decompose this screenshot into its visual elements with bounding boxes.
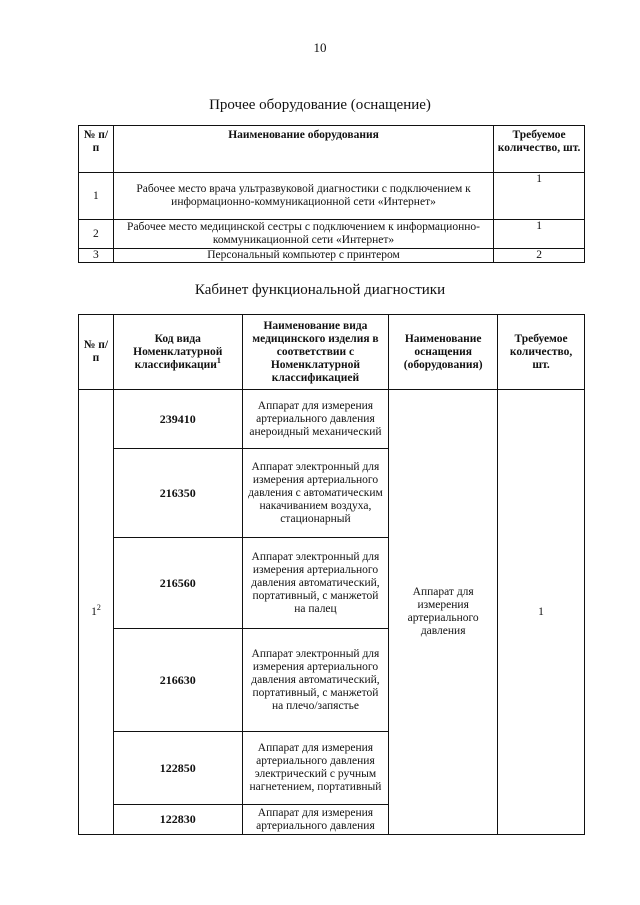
other-equipment-table bbox=[78, 125, 585, 263]
table-row: 216630 Аппарат электронный для измерения артериального давления автоматический, портативный, с манжетой на плечо/запястье bbox=[79, 629, 585, 732]
page-number: 10 bbox=[313, 40, 327, 55]
functional-diagnostics-table bbox=[78, 314, 585, 835]
table-row: 122850 Аппарат для измерения артериального давления электрический с ручным нагнетением, портативный bbox=[79, 732, 585, 805]
table-row: 216560 Аппарат электронный для измерения артериального давления автоматический, портативный, с манжетой на палец bbox=[79, 538, 585, 629]
header-equipment-name: Наименование оснащения (оборудования) bbox=[389, 315, 498, 390]
header-quantity: Требуемое количество, шт. bbox=[494, 126, 585, 173]
header-device-name: Наименование вида медицинского изделия в соответствии с Номенклатурной классификацией bbox=[242, 315, 389, 390]
header-quantity: Требуемое количество, шт. bbox=[498, 315, 585, 390]
header-num: № п/п bbox=[79, 315, 114, 390]
section-title-other-equipment: Прочее оборудование (оснащение) bbox=[209, 97, 431, 113]
table-row: 122830 Аппарат для измерения артериального давления bbox=[79, 805, 585, 835]
table-row: 3 Персональный компьютер с принтером 2 bbox=[79, 249, 585, 263]
header-equipment-name: Наименование оборудования bbox=[113, 126, 493, 173]
group-num: $1^2$ bbox=[79, 390, 114, 835]
group-equipment: Аппарат для измерения артериального давления bbox=[389, 390, 498, 835]
table-row: 2 Рабочее место медицинской сестры с подключением к информационно-коммуникационной сети «Интернет» 1 bbox=[79, 220, 585, 249]
group-quantity: 1 bbox=[498, 390, 585, 835]
header-code: Код вида Номенклатурной классификации$^1$ bbox=[113, 315, 242, 390]
section-title-functional-diagnostics: Кабинет функциональной диагностики bbox=[194, 282, 446, 298]
table-row: 1 Рабочее место врача ультразвуковой диагностики с подключением к информационно-коммуникационной сети «Интернет» 1 bbox=[79, 173, 585, 220]
table-row: 216350 Аппарат электронный для измерения артериального давления с автоматическим накачиванием воздуха, стационарный bbox=[79, 449, 585, 538]
header-num: № п/п bbox=[79, 126, 114, 173]
table-row: $1^2$ 239410 Аппарат для измерения артериального давления анероидный механический Аппарат для измерения артериального давления 1 bbox=[79, 390, 585, 449]
